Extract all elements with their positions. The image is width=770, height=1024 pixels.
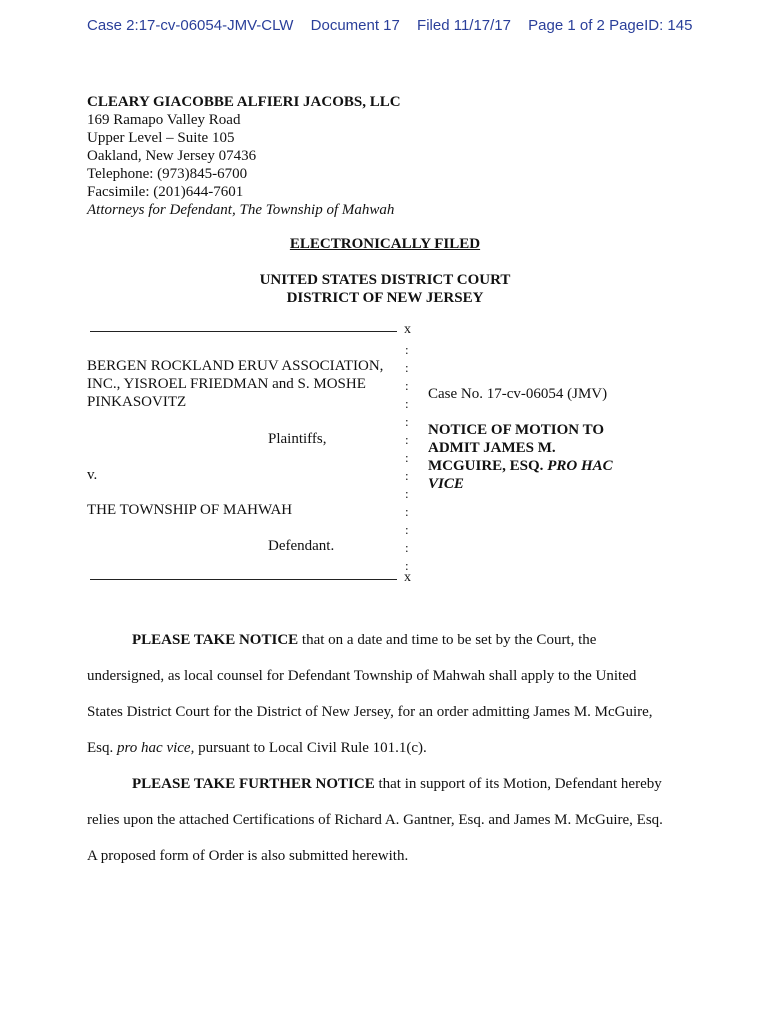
plaintiff-line: PINKASOVITZ bbox=[87, 394, 187, 410]
firm-telephone: Telephone: (973)845-6700 bbox=[87, 166, 248, 182]
notice-paragraph-1-line: States District Court for the District of New Jersey, for an order admitting James M. McGuire, bbox=[87, 704, 653, 720]
caption-bottom-x: x bbox=[404, 570, 411, 585]
plaintiff-line: INC., YISROEL FRIEDMAN and S. MOSHE bbox=[87, 376, 366, 392]
caption-colon: : bbox=[405, 342, 409, 357]
notice-paragraph-1-line bbox=[87, 730, 677, 766]
notice-text: that on a date and time to be set by the Court, the bbox=[298, 632, 597, 648]
caption-colon: : bbox=[405, 558, 409, 573]
header-case-number: Case 2:17-cv-06054-JMV-CLW bbox=[87, 17, 294, 34]
notice-text: Esq. bbox=[87, 740, 117, 756]
motion-title-text: MCGUIRE, ESQ. bbox=[428, 458, 544, 474]
ecf-header bbox=[87, 17, 705, 34]
caption-colon: : bbox=[405, 432, 409, 447]
firm-address-line1: 169 Ramapo Valley Road bbox=[87, 112, 241, 128]
caption-colon: : bbox=[405, 414, 409, 429]
notice-paragraph-1-line: undersigned, as local counsel for Defendant Township of Mahwah shall apply to the United bbox=[87, 668, 637, 684]
motion-title bbox=[428, 421, 628, 493]
notice-paragraph-2-line: relies upon the attached Certifications of Richard A. Gantner, Esq. and James M. McGuire, Esq. bbox=[87, 812, 663, 828]
court-line1: UNITED STATES DISTRICT COURT bbox=[259, 272, 511, 288]
notice-lead: PLEASE TAKE NOTICE bbox=[132, 632, 299, 648]
court-name bbox=[0, 271, 770, 307]
firm-address-line2: Upper Level – Suite 105 bbox=[87, 130, 235, 146]
plaintiff-line: BERGEN ROCKLAND ERUV ASSOCIATION, bbox=[87, 358, 384, 374]
filing-status: ELECTRONICALLY FILED bbox=[289, 236, 481, 252]
notice-paragraph-1-line bbox=[87, 622, 677, 658]
caption-colon: : bbox=[405, 540, 409, 555]
notice-text: that in support of its Motion, Defendant hereby bbox=[374, 776, 662, 792]
header-filed-date: Filed 11/17/17 bbox=[417, 17, 511, 34]
versus: v. bbox=[87, 467, 98, 483]
notice-paragraph-2-line: A proposed form of Order is also submitted herewith. bbox=[87, 848, 409, 864]
notice-text: pursuant to Local Civil Rule 101.1(c). bbox=[194, 740, 427, 756]
firm-name: CLEARY GIACOBBE ALFIERI JACOBS, LLC bbox=[87, 94, 401, 110]
court-line2: DISTRICT OF NEW JERSEY bbox=[286, 290, 484, 306]
plaintiff-names bbox=[87, 357, 383, 411]
firm-facsimile: Facsimile: (201)644-7601 bbox=[87, 184, 244, 200]
pro-hac-vice-text: VICE bbox=[428, 476, 464, 492]
header-document: Document 17 bbox=[310, 17, 400, 34]
case-number: Case No. 17-cv-06054 (JMV) bbox=[428, 386, 608, 402]
caption-colon: : bbox=[405, 360, 409, 375]
caption-colon: : bbox=[405, 486, 409, 501]
caption-colon: : bbox=[405, 504, 409, 519]
caption-bottom-rule bbox=[90, 579, 397, 580]
motion-title-line bbox=[428, 457, 628, 475]
firm-city: Oakland, New Jersey 07436 bbox=[87, 148, 257, 164]
motion-title-line: NOTICE OF MOTION TO bbox=[428, 422, 605, 438]
caption-colon: : bbox=[405, 468, 409, 483]
notice-lead: PLEASE TAKE FURTHER NOTICE bbox=[132, 776, 375, 792]
header-page-info: Page 1 of 2 PageID: 145 bbox=[528, 17, 693, 34]
caption-colons bbox=[405, 341, 409, 575]
firm-block bbox=[87, 93, 401, 219]
pro-hac-vice-text: PRO HAC bbox=[547, 458, 613, 474]
plaintiffs-label: Plaintiffs, bbox=[268, 431, 327, 447]
caption-colon: : bbox=[405, 450, 409, 465]
pro-hac-vice-text: pro hac vice, bbox=[117, 740, 195, 756]
caption-top-rule bbox=[90, 331, 397, 332]
notice-body bbox=[87, 622, 677, 874]
caption-colon: : bbox=[405, 378, 409, 393]
firm-attorneys-for: Attorneys for Defendant, The Township of Mahwah bbox=[87, 202, 395, 218]
motion-title-line: ADMIT JAMES M. bbox=[428, 440, 556, 456]
caption-colon: : bbox=[405, 396, 409, 411]
notice-paragraph-2-line bbox=[87, 766, 677, 802]
caption-colon: : bbox=[405, 522, 409, 537]
defendant-name: THE TOWNSHIP OF MAHWAH bbox=[87, 502, 293, 518]
caption-top-x: x bbox=[404, 322, 411, 337]
defendant-label: Defendant. bbox=[268, 538, 335, 554]
